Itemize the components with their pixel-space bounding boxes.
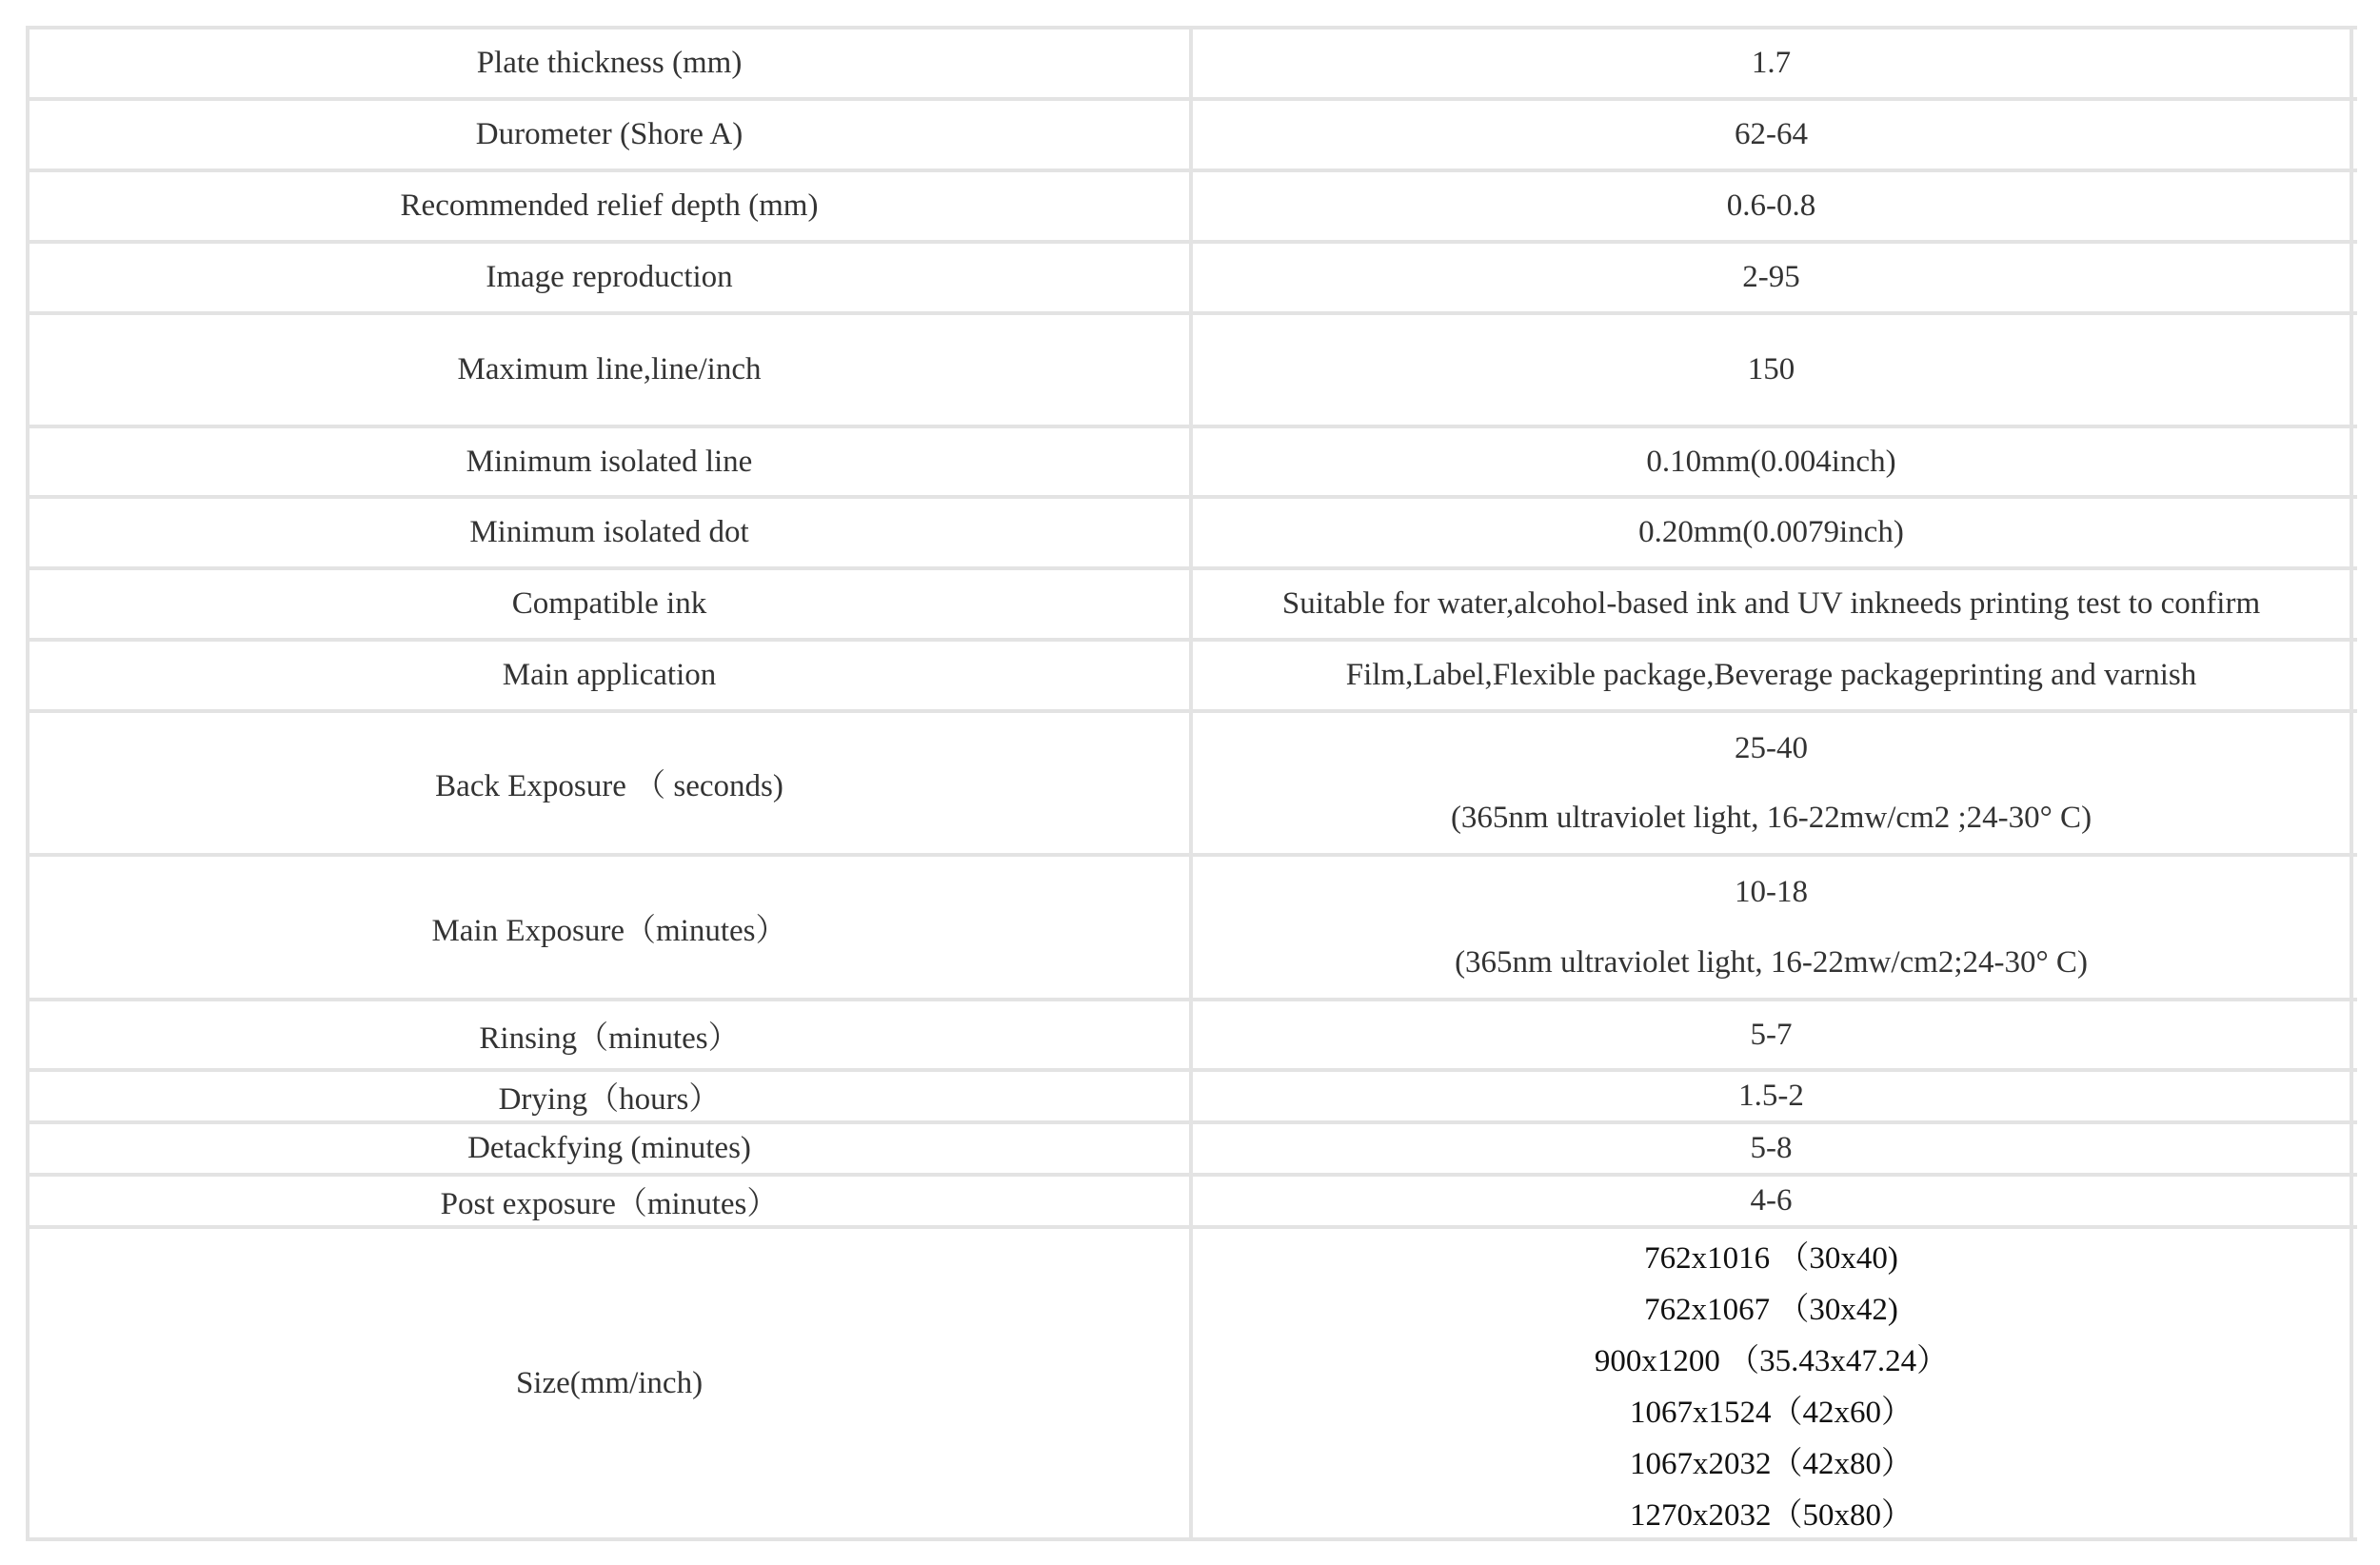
row-value: 762x1016 （30x40) bbox=[1644, 1240, 1898, 1276]
row-value-group bbox=[1193, 1229, 2353, 1537]
row-value: Film,Label,Flexible package,Beverage packageprinting and varnish bbox=[1193, 642, 2353, 709]
row-value: 1270x2032（50x80） bbox=[1630, 1497, 1913, 1533]
row-value: 10-18 bbox=[1735, 874, 1808, 909]
row-value-group bbox=[1193, 713, 2353, 853]
table-row bbox=[30, 428, 2357, 499]
table-row bbox=[30, 1072, 2357, 1124]
table-row bbox=[30, 244, 2357, 315]
row-label: Rinsing（minutes） bbox=[30, 1001, 1193, 1068]
row-value: 0.10mm(0.004inch) bbox=[1193, 428, 2353, 495]
table-row bbox=[30, 857, 2357, 1001]
table-row bbox=[30, 1177, 2357, 1229]
row-label: Minimum isolated line bbox=[30, 428, 1193, 495]
row-value-group bbox=[1193, 857, 2353, 998]
row-value: 5-8 bbox=[1193, 1124, 2353, 1173]
table-row bbox=[30, 1124, 2357, 1177]
row-label: Recommended relief depth (mm) bbox=[30, 172, 1193, 240]
row-value: (365nm ultraviolet light, 16-22mw/cm2;24-30° C) bbox=[1455, 944, 2088, 980]
row-label: Main Exposure（minutes） bbox=[30, 857, 1193, 998]
table-row bbox=[30, 713, 2357, 857]
row-value: 762x1067 （30x42) bbox=[1644, 1292, 1898, 1327]
row-label: Size(mm/inch) bbox=[30, 1229, 1193, 1537]
row-value: (365nm ultraviolet light, 16-22mw/cm2 ;24-30° C) bbox=[1450, 801, 2092, 835]
row-value: 2-95 bbox=[1193, 244, 2353, 311]
table-row bbox=[30, 1001, 2357, 1072]
table-row bbox=[30, 315, 2357, 428]
row-label: Main application bbox=[30, 642, 1193, 709]
row-label: Compatible ink bbox=[30, 570, 1193, 638]
row-label: Image reproduction bbox=[30, 244, 1193, 311]
row-value: Suitable for water,alcohol-based ink and UV inkneeds printing test to confirm bbox=[1193, 570, 2353, 638]
row-value: 25-40 bbox=[1735, 730, 1808, 765]
row-value: 62-64 bbox=[1193, 101, 2353, 168]
row-value: 900x1200 （35.43x47.24） bbox=[1594, 1343, 1949, 1378]
row-value: 150 bbox=[1193, 315, 2353, 425]
row-value: 1067x1524（42x60） bbox=[1630, 1395, 1913, 1430]
table-row bbox=[30, 499, 2357, 570]
row-value: 4-6 bbox=[1193, 1177, 2353, 1225]
row-label: Minimum isolated dot bbox=[30, 499, 1193, 566]
table-row bbox=[30, 1229, 2357, 1541]
row-value: 1067x2032（42x80） bbox=[1630, 1446, 1913, 1481]
table-row bbox=[30, 101, 2357, 172]
spec-table bbox=[26, 26, 2357, 1541]
table-row bbox=[30, 570, 2357, 642]
row-value: 0.6-0.8 bbox=[1193, 172, 2353, 240]
table-row bbox=[30, 172, 2357, 244]
row-value: 5-7 bbox=[1193, 1001, 2353, 1068]
table-row bbox=[30, 642, 2357, 713]
table-row bbox=[30, 30, 2357, 101]
row-value: 1.7 bbox=[1193, 30, 2353, 97]
row-label: Durometer (Shore A) bbox=[30, 101, 1193, 168]
row-label: Detackfying (minutes) bbox=[30, 1124, 1193, 1173]
row-label: Maximum line,line/inch bbox=[30, 315, 1193, 425]
row-label: Drying（hours） bbox=[30, 1072, 1193, 1120]
row-value: 1.5-2 bbox=[1193, 1072, 2353, 1120]
row-label: Post exposure（minutes） bbox=[30, 1177, 1193, 1225]
row-label: Back Exposure （ seconds) bbox=[30, 713, 1193, 853]
row-label: Plate thickness (mm) bbox=[30, 30, 1193, 97]
row-value: 0.20mm(0.0079inch) bbox=[1193, 499, 2353, 566]
